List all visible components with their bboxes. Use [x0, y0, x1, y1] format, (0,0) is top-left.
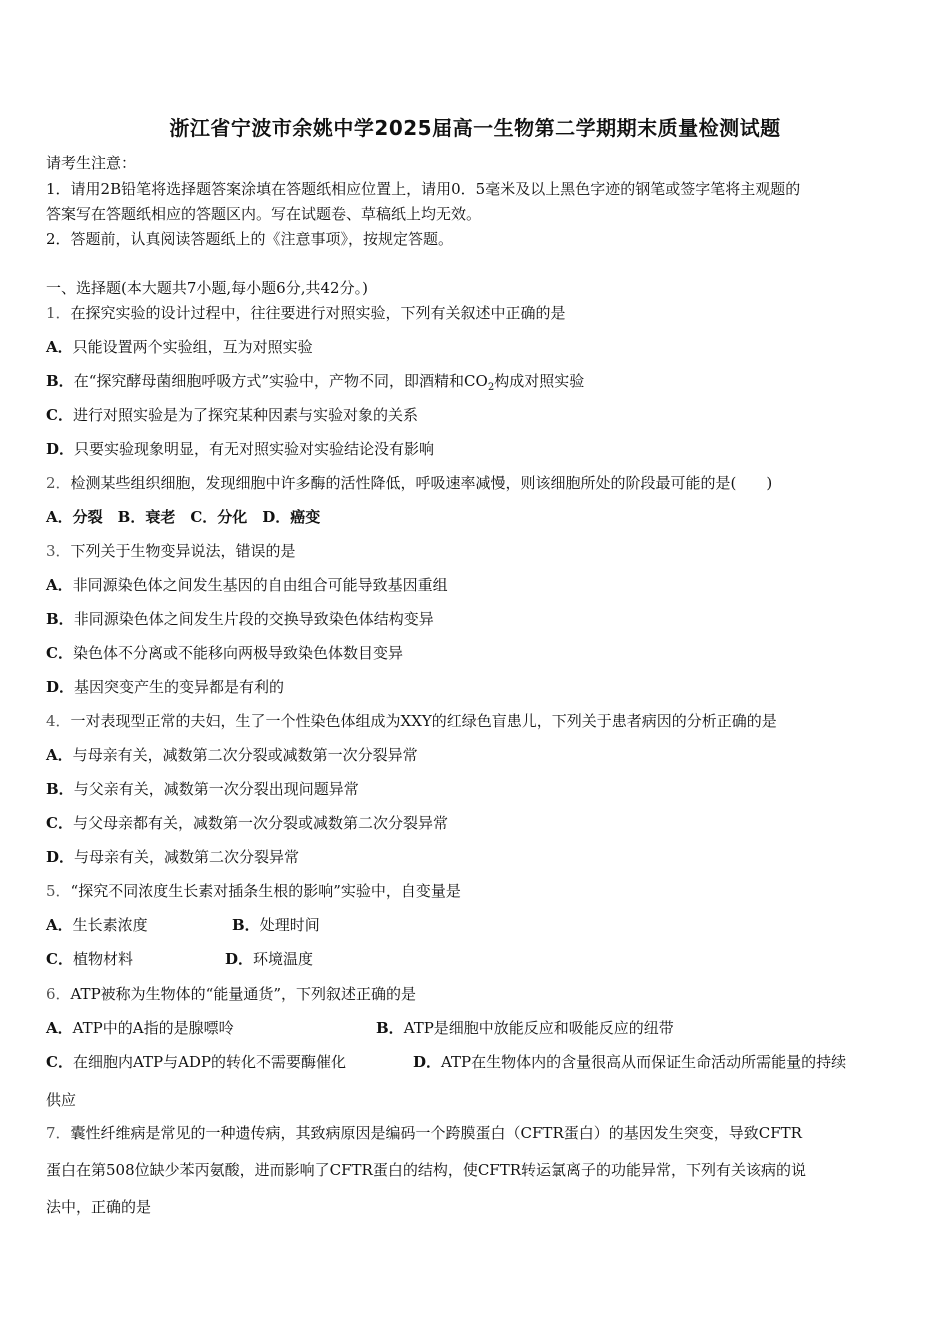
- option-row: [46, 438, 434, 459]
- option-row: [46, 1017, 234, 1038]
- question-number: 4．: [46, 712, 71, 730]
- option-label: B．: [46, 610, 74, 628]
- option-label: B．: [376, 1019, 404, 1037]
- option-label: A．: [46, 1019, 73, 1037]
- option-text: 只要实验现象明显，有无对照实验对实验结论没有影响: [74, 440, 435, 458]
- option-row: [46, 642, 403, 663]
- option-text-tail: 构成对照实验: [494, 372, 585, 390]
- question-3: [46, 540, 296, 561]
- question-7-cont: 法中，正确的是: [46, 1198, 152, 1216]
- option-row: [46, 370, 584, 393]
- option-label: A．: [46, 576, 73, 594]
- option-text: 在细胞内ATP与ADP的转化不需要酶催化: [72, 1053, 347, 1071]
- notice-heading: 请考生注意：: [46, 154, 137, 172]
- question-number: 2．: [46, 474, 71, 492]
- option-row: [46, 1051, 346, 1072]
- option-label: D．: [46, 440, 75, 458]
- question-number: 7．: [46, 1124, 71, 1142]
- option-label: B．: [46, 780, 74, 798]
- option-text: 非同源染色体之间发生基因的自由组合可能导致基因重组: [72, 576, 448, 594]
- option-row: [232, 914, 320, 935]
- option-row: [46, 744, 418, 765]
- option-text: 染色体不分离或不能移向两极导致染色体数目变异: [72, 644, 403, 662]
- question-stem: “探究不同浓度生长素对插条生根的影响”实验中，自变量是: [70, 882, 461, 900]
- option-text: 处理时间: [259, 916, 320, 934]
- question-number: 3．: [46, 542, 71, 560]
- option-label: A．: [46, 916, 73, 934]
- section-heading: 一、选择题(本大题共7小题,每小题6分,共42分。): [46, 279, 368, 297]
- option-text: 与母亲有关，减数第二次分裂或减数第一次分裂异常: [72, 746, 418, 764]
- option-continuation: 供应: [46, 1091, 77, 1109]
- option-text: 非同源染色体之间发生片段的交换导致染色体结构变异: [73, 610, 434, 628]
- option-label: D．: [413, 1053, 442, 1071]
- question-stem: ATP被称为生物体的“能量通货”，下列叙述正确的是: [70, 985, 416, 1003]
- option-label: C．: [46, 406, 73, 424]
- question-1: [46, 302, 566, 323]
- option-row: [46, 846, 299, 867]
- option-text: 与母亲有关，减数第二次分裂异常: [74, 848, 300, 866]
- notice-item-1: 1．请用2B铅笔将选择题答案涂填在答题纸相应位置上，请用0．5毫米及以上黑色字迹的钢笔或签字笔将主观题的: [46, 180, 801, 198]
- option-text: ATP在生物体内的含量很高从而保证生命活动所需能量的持续: [441, 1053, 847, 1071]
- option-text: 植物材料: [72, 950, 133, 968]
- option-label: C．: [46, 950, 73, 968]
- page-title: 浙江省宁波市余姚中学2025届高一生物第二学期期末质量检测试题: [169, 116, 781, 140]
- option-row: [46, 608, 434, 629]
- option-row: [46, 914, 148, 935]
- question-number: 1．: [46, 304, 71, 322]
- option-row: [46, 948, 133, 969]
- question-6: [46, 983, 416, 1004]
- option-label: C．: [46, 644, 73, 662]
- notice-item-2: 2．答题前，认真阅读答题纸上的《注意事项》，按规定答题。: [46, 230, 454, 248]
- option-row: [46, 778, 359, 799]
- question-stem: 在探究实验的设计过程中，往往要进行对照实验，下列有关叙述中正确的是: [70, 304, 566, 322]
- option-label: D．: [46, 848, 75, 866]
- option-row: [413, 1051, 846, 1072]
- question-number: 5．: [46, 882, 71, 900]
- option-row: [225, 948, 313, 969]
- option-label: D．: [225, 950, 254, 968]
- question-stem: 下列关于生物变异说法，错误的是: [70, 542, 296, 560]
- option-text: 在“探究酵母菌细胞呼吸方式”实验中，产物不同，即酒精和CO: [73, 372, 488, 390]
- option-label: D．: [46, 678, 75, 696]
- question-2: [46, 472, 772, 493]
- question-stem: 检测某些组织细胞，发现细胞中许多酶的活性降低，呼吸速率减慢，则该细胞所处的阶段最可能的是( ): [70, 474, 773, 492]
- option-text: 进行对照实验是为了探究某种因素与实验对象的关系: [72, 406, 418, 424]
- option-label: C．: [46, 1053, 73, 1071]
- option-row: [46, 574, 448, 595]
- option-row: [46, 404, 418, 425]
- question-4: [46, 710, 777, 731]
- question-5: [46, 880, 461, 901]
- question-7-cont: 蛋白在第508位缺少苯丙氨酸，进而影响了CFTR蛋白的结构，使CFTR转运氯离子的功能异常，下列有关该病的说: [46, 1161, 807, 1179]
- option-row: [46, 336, 313, 357]
- option-text: ATP是细胞中放能反应和吸能反应的纽带: [403, 1019, 674, 1037]
- option-row: [46, 812, 448, 833]
- option-text: 只能设置两个实验组，互为对照实验: [72, 338, 313, 356]
- option-row: A．分裂 B．衰老 C．分化 D．癌变: [46, 508, 321, 526]
- option-text: ATP中的A指的是腺嘌呤: [72, 1019, 234, 1037]
- question-7: [46, 1122, 802, 1143]
- option-row: [46, 676, 284, 697]
- subscript: 2: [487, 382, 495, 393]
- option-text: 与父母亲都有关，减数第一次分裂或减数第二次分裂异常: [72, 814, 448, 832]
- option-text: 生长素浓度: [72, 916, 148, 934]
- option-label: B．: [46, 372, 74, 390]
- option-text: 基因突变产生的变异都是有利的: [74, 678, 285, 696]
- option-text: 环境温度: [253, 950, 314, 968]
- question-stem: 囊性纤维病是常见的一种遗传病，其致病原因是编码一个跨膜蛋白（CFTR蛋白）的基因发生突变，导致CFTR: [70, 1124, 802, 1142]
- option-label: A．: [46, 746, 73, 764]
- option-label: C．: [46, 814, 73, 832]
- option-label: A．: [46, 338, 73, 356]
- question-stem: 一对表现型正常的夫妇，生了一个性染色体组成为XXY的红绿色盲患儿，下列关于患者病因的分析正确的是: [70, 712, 777, 730]
- option-label: B．: [232, 916, 260, 934]
- question-number: 6．: [46, 985, 71, 1003]
- notice-item-1-cont: 答案写在答题纸相应的答题区内。写在试题卷、草稿纸上均无效。: [46, 205, 482, 223]
- option-text: 与父亲有关，减数第一次分裂出现问题异常: [73, 780, 359, 798]
- option-row: [376, 1017, 674, 1038]
